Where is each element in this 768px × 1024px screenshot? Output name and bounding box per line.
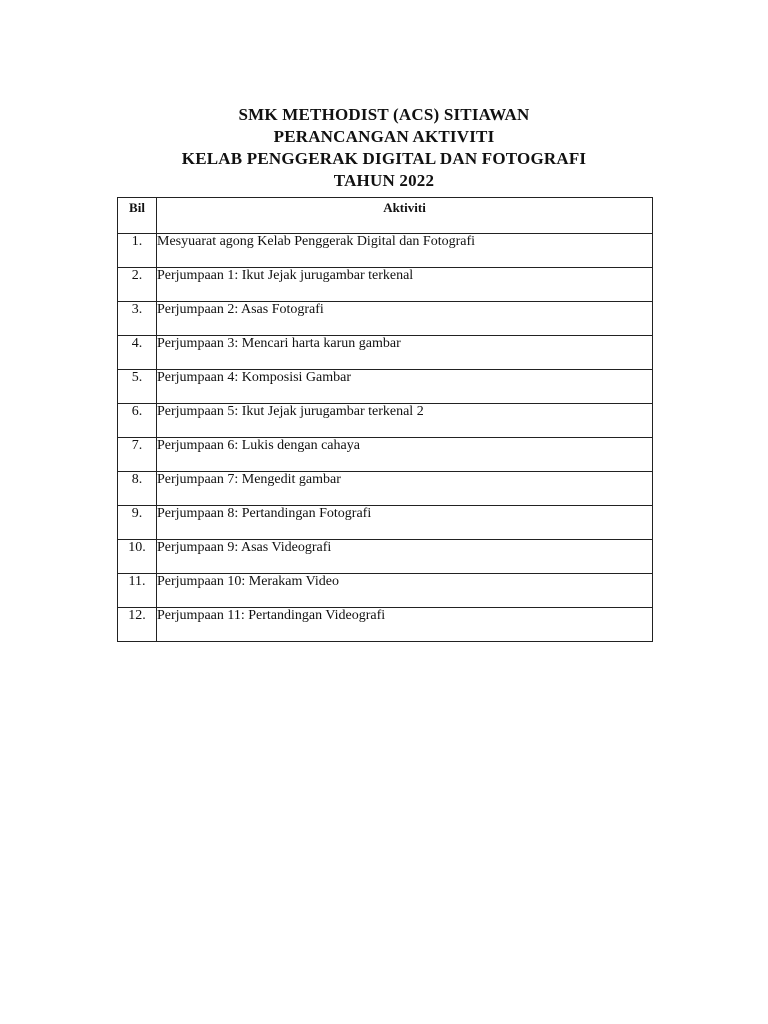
- row-number: 5.: [118, 370, 157, 404]
- row-activity: Perjumpaan 11: Pertandingan Videografi: [157, 608, 653, 642]
- table-row: [118, 336, 653, 370]
- school-name: SMK METHODIST (ACS) SITIAWAN: [238, 105, 530, 124]
- row-activity: Perjumpaan 7: Mengedit gambar: [157, 472, 653, 506]
- table-header-row: [118, 198, 653, 234]
- table-row: [118, 302, 653, 336]
- row-number: 12.: [118, 608, 157, 642]
- club-name: KELAB PENGGERAK DIGITAL DAN FOTOGRAFI: [181, 149, 587, 168]
- table-row: [118, 438, 653, 472]
- row-number: 4.: [118, 336, 157, 370]
- row-activity: Perjumpaan 3: Mencari harta karun gambar: [157, 336, 653, 370]
- column-header-bil: Bil: [118, 198, 157, 234]
- table-row: [118, 506, 653, 540]
- row-activity: Perjumpaan 10: Merakam Video: [157, 574, 653, 608]
- table-row: [118, 608, 653, 642]
- row-activity: Perjumpaan 2: Asas Fotografi: [157, 302, 653, 336]
- row-activity: Perjumpaan 1: Ikut Jejak jurugambar terkenal: [157, 268, 653, 302]
- row-number: 2.: [118, 268, 157, 302]
- table-row: [118, 370, 653, 404]
- document-header: [0, 104, 768, 192]
- row-activity: Mesyuarat agong Kelab Penggerak Digital dan Fotografi: [157, 234, 653, 268]
- document-title: PERANCANGAN AKTIVITI: [273, 127, 495, 146]
- row-number: 10.: [118, 540, 157, 574]
- row-activity: Perjumpaan 8: Pertandingan Fotografi: [157, 506, 653, 540]
- row-number: 9.: [118, 506, 157, 540]
- column-header-aktiviti: Aktiviti: [157, 198, 653, 234]
- row-number: 1.: [118, 234, 157, 268]
- row-number: 6.: [118, 404, 157, 438]
- row-activity: Perjumpaan 6: Lukis dengan cahaya: [157, 438, 653, 472]
- row-number: 8.: [118, 472, 157, 506]
- table-row: [118, 234, 653, 268]
- row-activity: Perjumpaan 9: Asas Videografi: [157, 540, 653, 574]
- row-number: 7.: [118, 438, 157, 472]
- row-activity: Perjumpaan 4: Komposisi Gambar: [157, 370, 653, 404]
- row-activity: Perjumpaan 5: Ikut Jejak jurugambar terkenal 2: [157, 404, 653, 438]
- document-year: TAHUN 2022: [333, 171, 435, 190]
- table-row: [118, 268, 653, 302]
- row-number: 3.: [118, 302, 157, 336]
- row-number: 11.: [118, 574, 157, 608]
- table-row: [118, 574, 653, 608]
- table-row: [118, 540, 653, 574]
- table-row: [118, 404, 653, 438]
- activity-table: [117, 197, 653, 642]
- table-row: [118, 472, 653, 506]
